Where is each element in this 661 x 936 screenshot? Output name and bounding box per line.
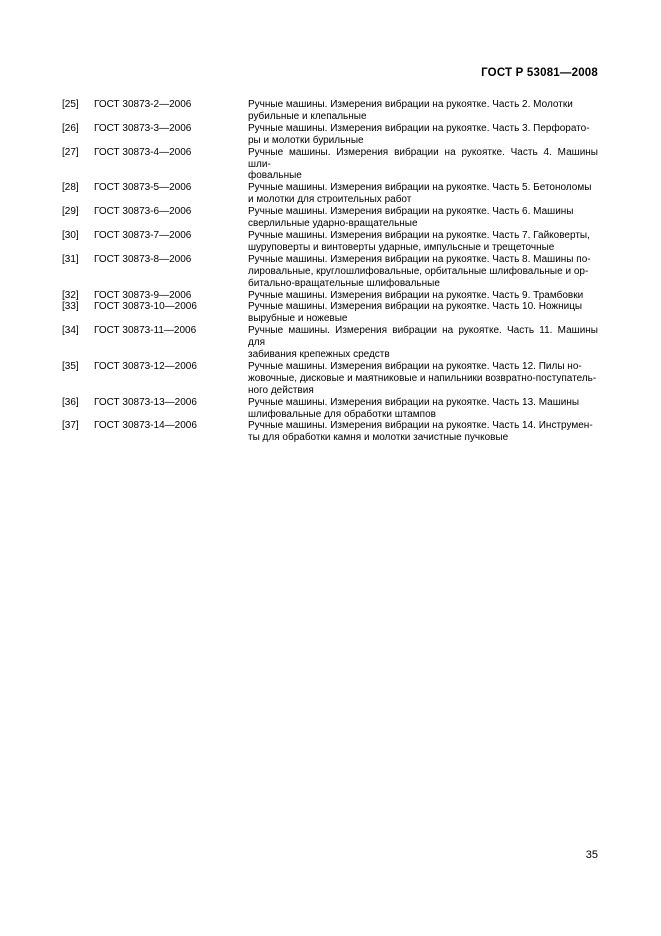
reference-title [248,206,598,230]
reference-title [248,325,598,361]
reference-standard-code: ГОСТ 30873-5—2006 [94,182,192,194]
reference-entry [62,397,598,421]
reference-standard-code: ГОСТ 30873-14—2006 [94,420,197,432]
reference-number: [30] [62,229,79,241]
reference-title-line: Ручные машины. Измерения вибрации на рукоятке. Часть 11. Машины для [248,325,598,349]
reference-standard-code: ГОСТ 30873-10—2006 [94,301,197,313]
reference-title [248,420,598,444]
bibliography-list [62,99,598,444]
reference-number: [36] [62,396,79,408]
reference-entry [62,420,598,444]
reference-standard-code: ГОСТ 30873-4—2006 [94,146,192,158]
reference-title [248,182,598,206]
reference-title-line: Ручные машины. Измерения вибрации на рукоятке. Часть 13. Машины [248,396,580,408]
reference-title-line: Ручные машины. Измерения вибрации на рукоятке. Часть 7. Гайковерты, [248,229,590,241]
reference-number: [31] [62,253,79,265]
reference-title-line: жовочные, дисковые и маятниковые и напильники возвратно-поступатель- [248,372,597,384]
reference-title-line: ного действия [248,384,314,396]
reference-title-line: Ручные машины. Измерения вибрации на рукоятке. Часть 4. Машины шли- [248,146,598,170]
reference-title-line: Ручные машины. Измерения вибрации на рукоятке. Часть 10. Ножницы [248,301,583,313]
reference-title [248,397,598,421]
reference-title-line: Ручные машины. Измерения вибрации на рукоятке. Часть 6. Машины [248,206,574,218]
reference-entry [62,123,598,147]
reference-title-line: Ручные машины. Измерения вибрации на рукоятке. Часть 8. Машины по- [248,253,591,265]
reference-title-line: фовальные [248,170,302,182]
reference-number: [32] [62,289,79,301]
reference-number: [27] [62,146,79,158]
reference-title-line: Ручные машины. Измерения вибрации на рукоятке. Часть 9. Трамбовки [248,289,584,301]
reference-title-line: ты для обработки камня и молотки зачистные пучковые [248,432,509,444]
reference-title-line: Ручные машины. Измерения вибрации на рукоятке. Часть 2. Молотки [248,99,573,110]
reference-title-line: лировальные, круглошлифовальные, орбитальные шлифовальные и ор- [248,265,589,277]
page-number: 35 [585,849,598,861]
reference-number: [25] [62,99,79,110]
reference-title [248,99,598,123]
reference-entry [62,147,598,183]
reference-standard-code: ГОСТ 30873-11—2006 [94,325,197,337]
reference-entry [62,301,598,325]
reference-standard-code: ГОСТ 30873-9—2006 [94,289,192,301]
reference-standard-code: ГОСТ 30873-13—2006 [94,396,197,408]
reference-title-line: Ручные машины. Измерения вибрации на рукоятке. Часть 3. Перфорато- [248,122,590,134]
reference-entry [62,182,598,206]
reference-standard-code: ГОСТ 30873-2—2006 [94,99,192,110]
reference-title [248,361,598,397]
reference-standard-code: ГОСТ 30873-12—2006 [94,360,197,372]
reference-title [248,290,598,302]
reference-title-line: шлифовальные для обработки штампов [248,408,436,420]
reference-entry [62,99,598,123]
reference-title-line: забивания крепежных средств [248,349,390,361]
reference-title-line: и молотки для строительных работ [248,194,412,206]
reference-standard-code: ГОСТ 30873-8—2006 [94,253,192,265]
reference-entry [62,254,598,290]
reference-entry [62,206,598,230]
reference-title-line: ры и молотки бурильные [248,134,364,146]
reference-entry [62,290,598,302]
reference-title-line: Ручные машины. Измерения вибрации на рукоятке. Часть 14. Инструмен- [248,420,593,432]
reference-standard-code: ГОСТ 30873-6—2006 [94,206,192,218]
reference-number: [34] [62,325,79,337]
reference-standard-code: ГОСТ 30873-3—2006 [94,122,192,134]
reference-title-line: шуруповерты и винтоверты ударные, импульсные и трещеточные [248,241,555,253]
reference-number: [26] [62,122,79,134]
reference-standard-code: ГОСТ 30873-7—2006 [94,229,192,241]
reference-number: [28] [62,182,79,194]
reference-title-line: сверлильные ударно-вращательные [248,218,418,230]
reference-title [248,147,598,183]
reference-entry [62,230,598,254]
reference-number: [35] [62,360,79,372]
reference-title-line: Ручные машины. Измерения вибрации на рукоятке. Часть 5. Бетоноломы [248,182,592,194]
reference-number: [29] [62,206,79,218]
reference-title [248,123,598,147]
reference-title [248,230,598,254]
reference-title [248,254,598,290]
reference-entry [62,325,598,361]
reference-title-line: Ручные машины. Измерения вибрации на рукоятке. Часть 12. Пилы но- [248,360,582,372]
document-code-header: ГОСТ Р 53081—2008 [481,67,598,79]
reference-title-line: рубильные и клепальные [248,110,367,122]
reference-entry [62,361,598,397]
reference-number: [37] [62,420,79,432]
reference-title-line: вырубные и ножевые [248,313,348,325]
reference-number: [33] [62,301,79,313]
reference-title [248,301,598,325]
reference-title-line: битально-вращательные шлифовальные [248,277,440,289]
